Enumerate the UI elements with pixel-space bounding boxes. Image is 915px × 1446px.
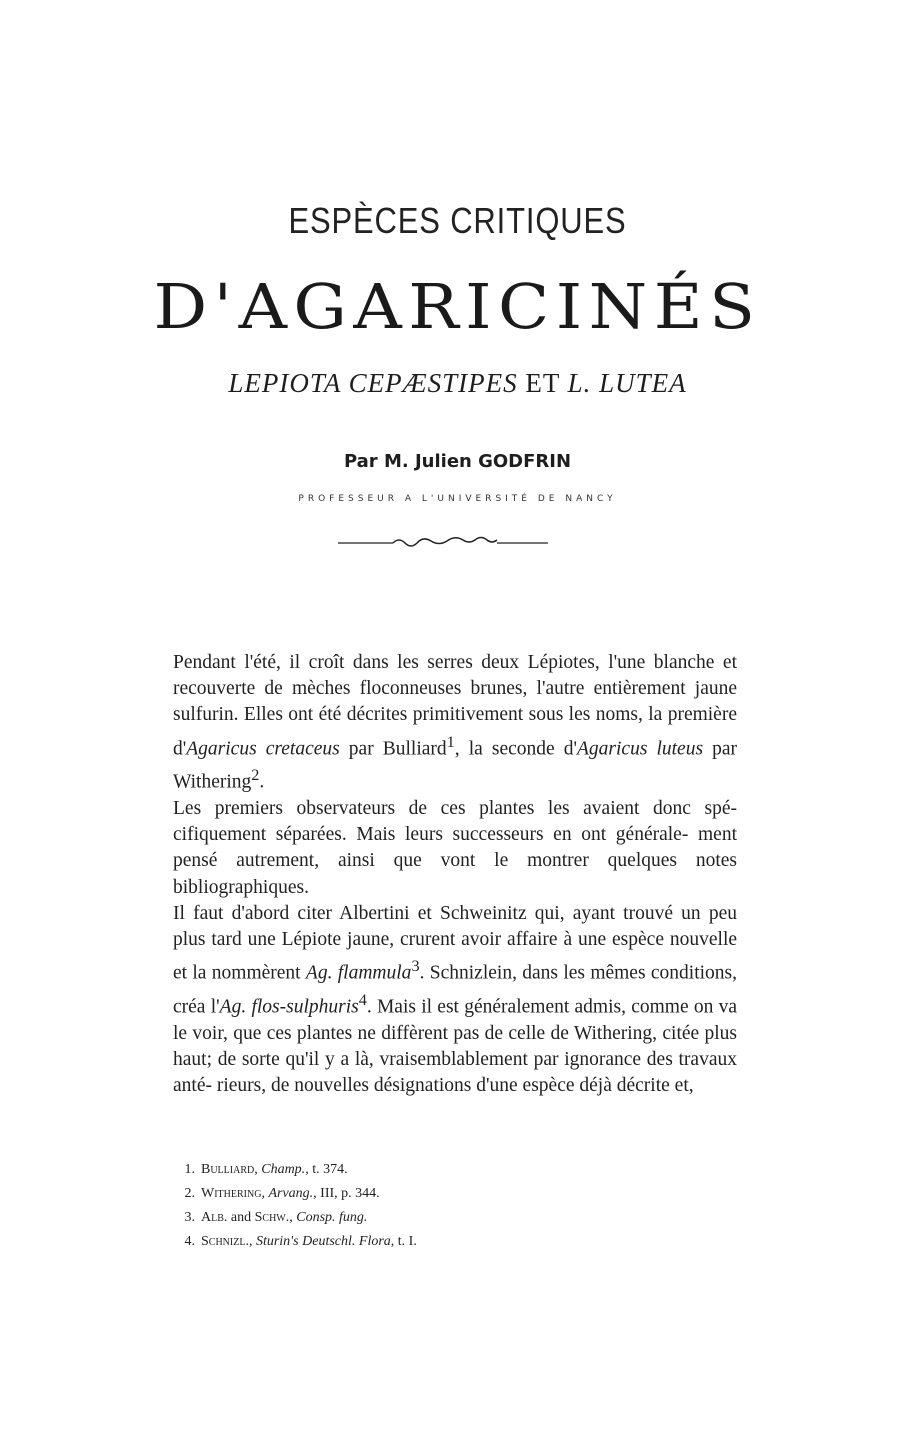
footnote-sep-2: , [289,1210,297,1225]
p2-line-2: cifiquement séparées. Mais leurs successeurs en ont générale- [173,824,689,846]
subtitle-species-2: L. LUTEA [567,368,687,398]
footnote-ref-1: 1 [446,732,455,751]
p3-line-3b: . Schnizlein, [419,962,517,984]
p3-species-2: Ag. flos-sulphuris [219,996,359,1018]
series-title: ESPÈCES CRITIQUES [288,200,627,241]
p1-species-2: Agaricus luteus [577,738,704,760]
footnote-number: 4. [184,1234,195,1249]
footnote-ref-3: 3 [411,957,420,976]
p1-line-5b: par Withering [173,738,738,793]
p1-line-4b: par Bulliard [339,738,447,760]
body-text [173,650,737,1099]
footnote-3 [173,1206,733,1230]
footnote-sep: and [227,1210,255,1225]
footnote-rest: , t. 374. [305,1162,348,1177]
footnote-rest: , III, p. 344. [313,1186,380,1201]
subtitle-species-1: LEPIOTA CEPÆSTIPES [228,368,518,398]
p3-line-4b: . Mais il est [366,996,459,1018]
footnote-author: Alb. [201,1210,228,1225]
p1-line-4a: sous les noms, la première d' [173,704,737,760]
footnote-sep: , [254,1162,262,1177]
footnote-ref-2: 2 [251,766,260,785]
footnote-author: Bulliard [201,1162,255,1177]
footnote-number: 1. [184,1162,195,1177]
p3-line-5: généralement admis, comme on va le voir, que ces plantes ne [173,996,738,1044]
p1-comma: , [454,738,460,760]
footnote-ref-4: 4 [358,990,367,1009]
p1-line-5a: la seconde d' [468,738,577,760]
p3-line-4a: dans les mêmes conditions, créa l' [173,962,737,1018]
footnote-author-2: Schw. [254,1210,290,1225]
footnote-work: Consp. fung. [296,1210,368,1225]
ornament-divider-icon [338,534,548,550]
footnote-work: Arvang. [268,1186,314,1201]
p1-line-2: blanche et recouverte de mèches floconneuses brunes, l'autre [173,652,737,700]
footnote-work: Champ. [261,1162,306,1177]
footnote-4 [173,1230,733,1254]
p1-line-1: Pendant l'été, il croît dans les serres deux Lépiotes, l'une [173,652,646,673]
p2-line-4: bibliographiques. [173,876,309,898]
p1-period: . [259,771,265,793]
footnote-2 [173,1182,733,1206]
footnote-rest: , t. I. [390,1234,417,1249]
paragraph-2 [173,796,737,901]
paragraph-3 [173,901,737,1099]
paragraph-1 [173,650,737,796]
p3-line-7: qu'il y a là, vraisemblablement par ignorance des travaux anté- [173,1048,737,1097]
p3-line-2: un peu plus tard une Lépiote jaune, crurent avoir affaire à une [173,902,738,951]
subtitle [0,368,915,399]
p3-species-1: Ag. flammula [305,962,412,984]
p2-line-1: Les premiers observateurs de ces plantes les avaient donc spé- [173,798,737,820]
footnote-number: 2. [184,1186,195,1201]
p1-species-1: Agaricus cretaceus [186,738,340,760]
p3-line-6: diffèrent pas de celle de Withering, citée plus haut; de sorte [173,1022,737,1070]
footnote-number: 3. [184,1210,195,1225]
footnote-sep: , [248,1234,256,1249]
p2-line-3: ment pensé autrement, ainsi que vont le montrer quelques notes [173,824,737,872]
subtitle-connector: ET [525,368,560,398]
author-affiliation: PROFESSEUR A L'UNIVERSITÉ DE NANCY [298,494,617,504]
footnote-work: Sturin's Deutschl. Flora [255,1234,391,1249]
footnote-author: Withering [201,1186,262,1201]
p3-line-3a: espèce nouvelle et la nommèrent [173,929,738,984]
author-line: Par M. Julien GODFRIN [343,451,572,472]
footnotes [173,1158,733,1254]
footnote-1 [173,1158,733,1182]
footnote-author: Schnizl. [201,1234,249,1249]
p3-line-8: rieurs, de nouvelles désignations d'une espèce déjà décrite et, [216,1075,694,1097]
main-title: D'AGARICINÉS [153,270,762,343]
footnote-sep: , [261,1186,269,1201]
p3-line-1: Il faut d'abord citer Albertini et Schweinitz qui, ayant trouvé [173,902,673,924]
p1-line-3: entièrement jaune sulfurin. Elles ont été décrites primitivement [173,678,737,726]
